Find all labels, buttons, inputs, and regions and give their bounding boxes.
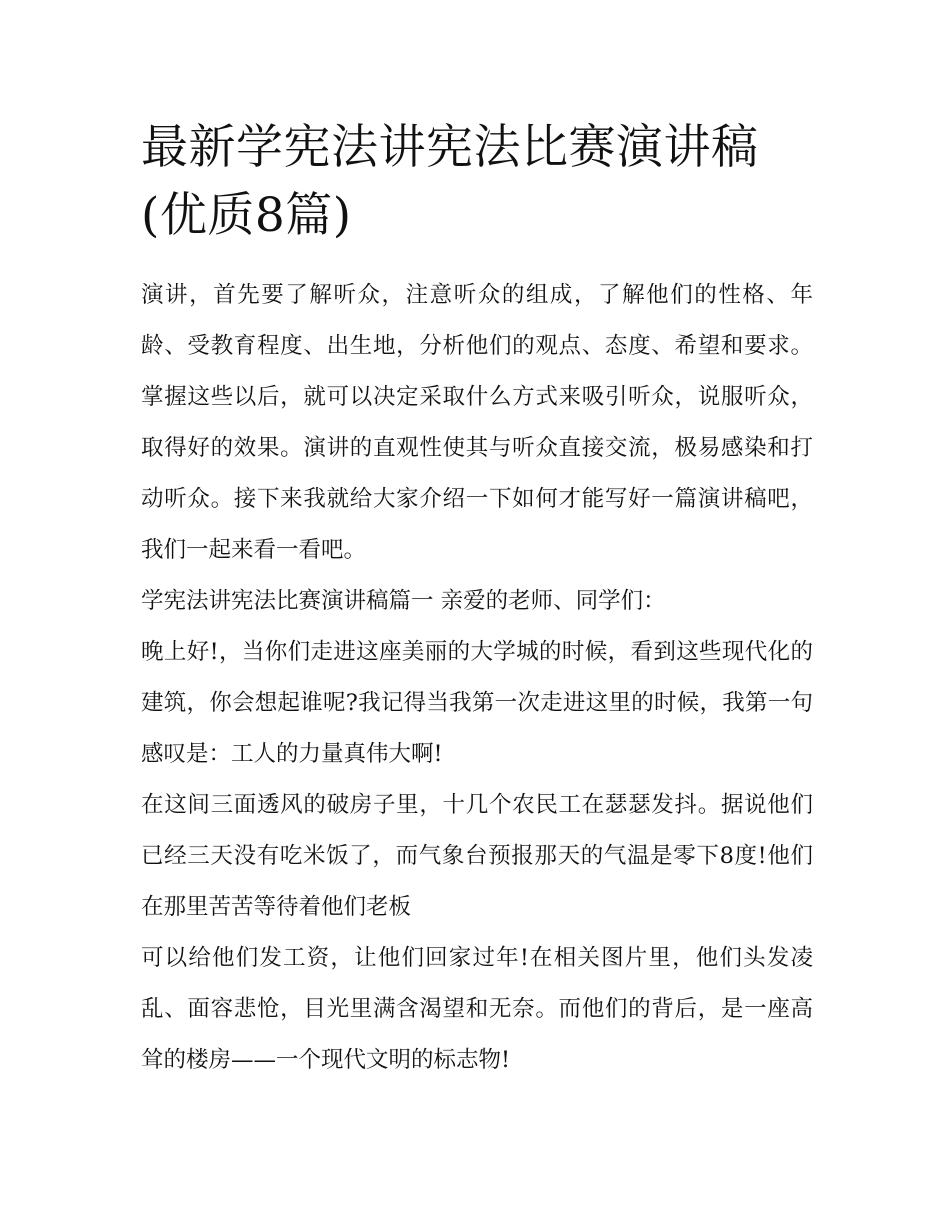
document-title: 最新学宪法讲宪法比赛演讲稿(优质8篇) [141,120,759,243]
greeting-paragraph: 晚上好!，当你们走进这座美丽的大学城的时候，看到这些现代化的建筑，你会想起谁呢?我记得当我第一次走进这里的时候，我第一句感叹是：工人的力量真伟大啊! [141,639,813,767]
intro-paragraph: 演讲，首先要了解听众，注意听众的组成，了解他们的性格、年龄、受教育程度、出生地，分析他们的观点、态度、希望和要求。掌握这些以后，就可以决定采取什么方式来吸引听众，说服听众，取得好的效果。演讲的直观性使其与听众直接交流，极易感染和打动听众。接下来我就给大家介绍一下如何才能写好一篇演讲稿吧，我们一起来看一看吧。 [141,282,813,563]
section-heading-paragraph: 学宪法讲宪法比赛演讲稿篇一 亲爱的老师、同学们： [141,588,666,614]
story-paragraph-2: 可以给他们发工资，让他们回家过年!在相关图片里，他们头发凌乱、面容悲怆，目光里满含渴望和无奈。而他们的背后，是一座高耸的楼房——一个现代文明的标志物! [141,945,813,1073]
document-content [141,114,813,1086]
story-paragraph-1: 在这间三面透风的破房子里，十几个农民工在瑟瑟发抖。据说他们已经三天没有吃米饭了，而气象台预报那天的气温是零下8度!他们在那里苦苦等待着他们老板 [141,792,813,920]
document-body [141,270,813,1086]
